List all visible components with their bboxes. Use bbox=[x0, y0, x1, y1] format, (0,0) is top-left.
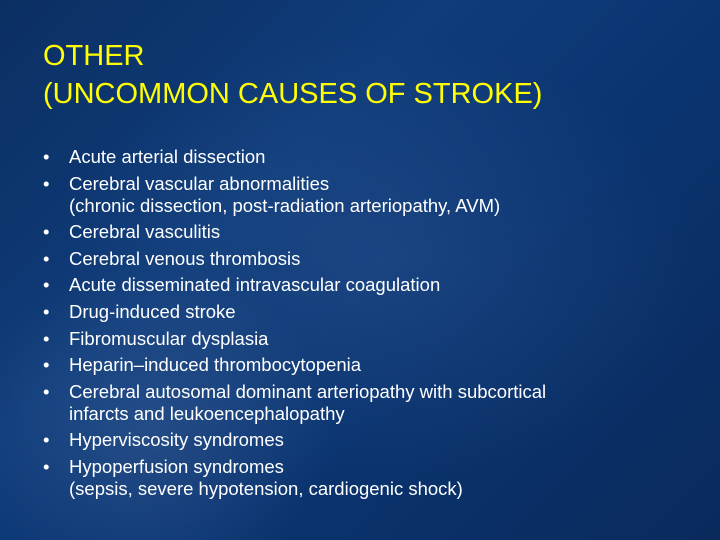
bullet-icon: • bbox=[43, 380, 50, 402]
bullet-icon: • bbox=[43, 455, 50, 477]
bullet-icon: • bbox=[43, 327, 50, 349]
item-text: Heparin–induced thrombocytopenia bbox=[69, 354, 362, 376]
list-item bbox=[43, 381, 693, 425]
bullet-icon: • bbox=[43, 429, 50, 451]
list-item bbox=[43, 354, 693, 376]
title-line-2: (UNCOMMON CAUSES OF STROKE) bbox=[43, 78, 543, 110]
slide-title bbox=[43, 37, 683, 113]
bullet-icon: • bbox=[43, 146, 50, 167]
list-item bbox=[43, 301, 693, 323]
item-text: Drug-induced stroke bbox=[69, 300, 236, 322]
list-item bbox=[43, 173, 693, 217]
bullet-icon: • bbox=[43, 221, 50, 243]
list-item bbox=[43, 328, 693, 350]
item-text: Cerebral vasculitis bbox=[69, 221, 221, 243]
list-item bbox=[43, 248, 693, 270]
item-text: Cerebral venous thrombosis bbox=[69, 247, 301, 269]
item-text: Cerebral vascular abnormalities bbox=[69, 172, 330, 194]
list-item bbox=[43, 274, 693, 296]
bullet-icon: • bbox=[43, 300, 50, 322]
bullet-icon: • bbox=[43, 354, 50, 376]
item-subtext: (sepsis, severe hypotension, cardiogenic shock) bbox=[69, 477, 463, 499]
title-line-1: OTHER bbox=[43, 40, 145, 72]
list-item bbox=[43, 456, 693, 500]
list-item bbox=[43, 146, 693, 168]
item-text: Cerebral autosomal dominant arteriopathy with subcortical bbox=[69, 380, 547, 402]
item-text: Acute arterial dissection bbox=[69, 146, 266, 167]
item-subtext: (chronic dissection, post-radiation arteriopathy, AVM) bbox=[69, 194, 501, 216]
bullet-icon: • bbox=[43, 274, 50, 296]
causes-list bbox=[43, 146, 693, 505]
bullet-icon: • bbox=[43, 247, 50, 269]
item-text: Fibromuscular dysplasia bbox=[69, 327, 269, 349]
item-text: Hyperviscosity syndromes bbox=[69, 429, 284, 451]
item-text: Acute disseminated intravascular coagulation bbox=[69, 274, 441, 296]
item-text: Hypoperfusion syndromes bbox=[69, 455, 284, 477]
item-subtext: infarcts and leukoencephalopathy bbox=[69, 402, 345, 424]
list-item bbox=[43, 221, 693, 243]
bullet-icon: • bbox=[43, 172, 50, 194]
list-item bbox=[43, 429, 693, 451]
